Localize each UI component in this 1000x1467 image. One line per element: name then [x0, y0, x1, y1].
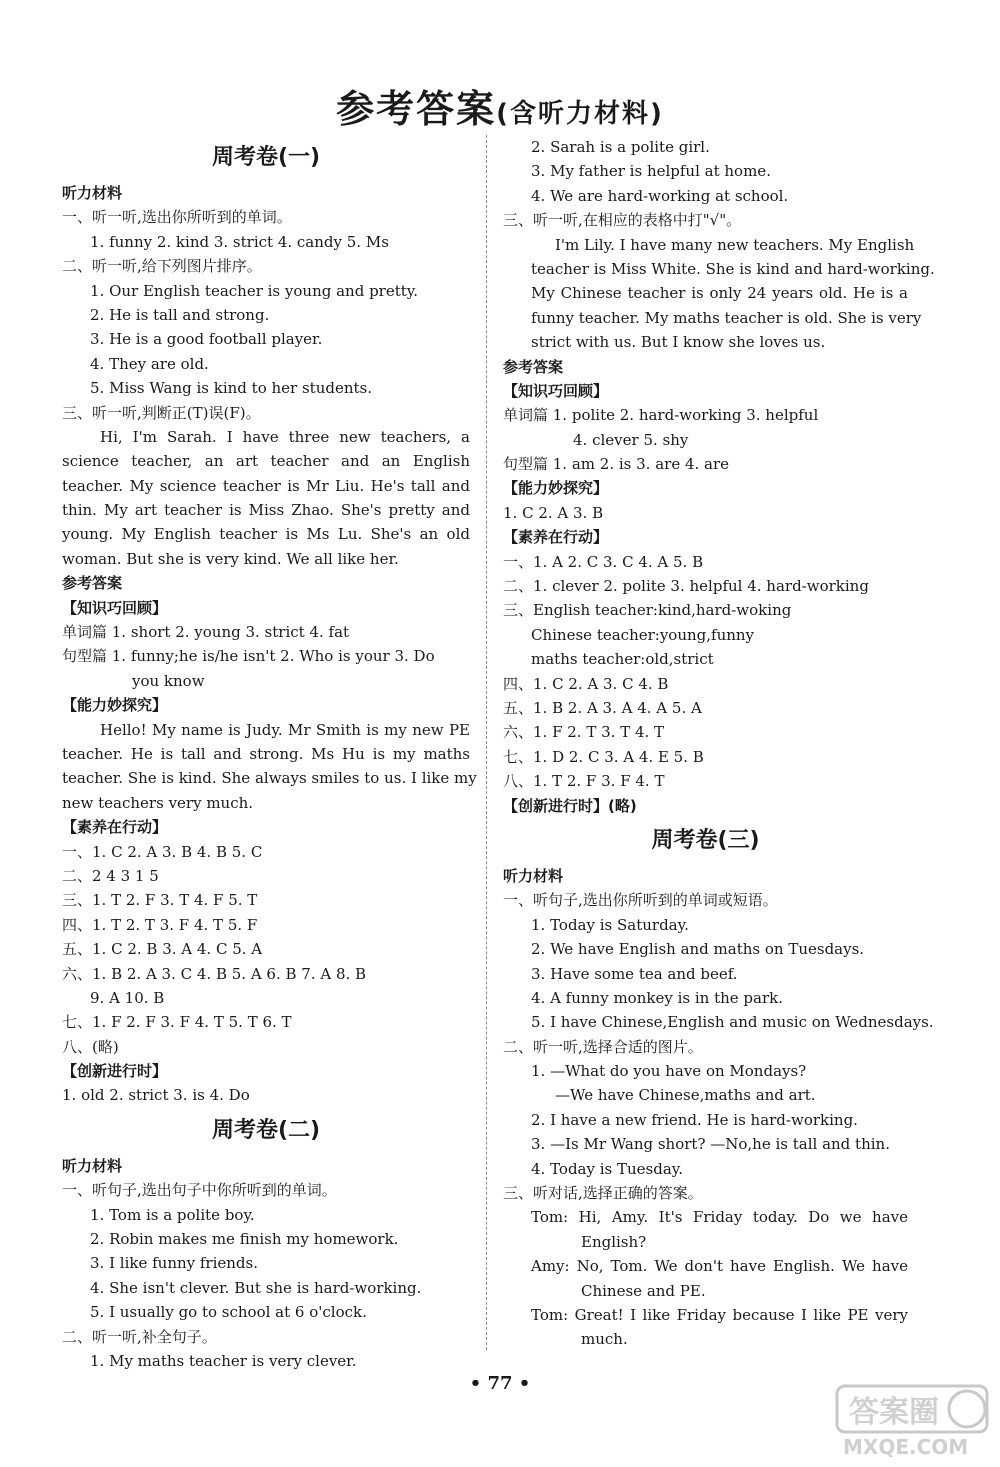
- text-line: Amy: No, Tom. We don't have English. We have: [531, 1257, 908, 1276]
- text-line: 四、1. T 2. T 3. F 4. T 5. F: [62, 915, 258, 934]
- text-line: 5. Miss Wang is kind to her students.: [90, 379, 372, 398]
- text-line: 二、1. clever 2. polite 3. helpful 4. hard-working: [503, 577, 869, 596]
- text-line: 三、听一听,在相应的表格中打"√"。: [503, 211, 742, 230]
- text-line: new teachers very much.: [62, 793, 254, 812]
- text-line: 4. Today is Tuesday.: [531, 1159, 684, 1178]
- text-line: young. My English teacher is Ms Lu. She's an old: [62, 525, 470, 544]
- page-number: • 77 •: [469, 1373, 531, 1394]
- section-heading: 【知识巧回顾】: [62, 598, 168, 617]
- text-line: 八、1. T 2. F 3. F 4. T: [503, 772, 665, 791]
- text-line: 四、1. C 2. A 3. C 4. B: [503, 674, 669, 693]
- text-line: Hello! My name is Judy. Mr Smith is my new PE: [100, 720, 470, 739]
- text-line: 5. I have Chinese,English and music on Wednesdays.: [531, 1013, 934, 1032]
- text-line: 三、听一听,判断正(T)误(F)。: [62, 403, 261, 422]
- text-line: thin. My art teacher is Miss Zhao. She's pretty and: [62, 501, 470, 520]
- text-line: English?: [581, 1232, 647, 1251]
- text-line: 3. I like funny friends.: [90, 1254, 259, 1273]
- text-line: science teacher, an art teacher and an English: [62, 452, 470, 471]
- text-line: 1. Today is Saturday.: [531, 915, 689, 934]
- text-line: 9. A 10. B: [90, 988, 165, 1007]
- text-line: 5. I usually go to school at 6 o'clock.: [90, 1303, 367, 1322]
- text-line: teacher. She is kind. She always smiles to us. I like my: [62, 769, 477, 788]
- text-line: 一、听一听,选出你所听到的单词。: [62, 208, 292, 227]
- text-line: I'm Lily. I have many new teachers. My English: [555, 235, 915, 254]
- text-line: 五、1. C 2. B 3. A 4. C 5. A: [62, 940, 263, 959]
- text-line: 六、1. B 2. A 3. C 4. B 5. A 6. B 7. A 8. B: [62, 964, 367, 983]
- text-line: 2. Robin makes me finish my homework.: [90, 1230, 399, 1249]
- text-line: strict with us. But I know she loves us.: [531, 333, 826, 352]
- left-column: [62, 135, 477, 1373]
- text-line: 一、1. A 2. C 3. C 4. A 5. B: [503, 552, 704, 571]
- section-heading: 【创新进行时】(略): [503, 796, 637, 815]
- text-line: you know: [132, 671, 205, 690]
- text-line: teacher is Miss White. She is kind and hard-working.: [531, 259, 935, 278]
- text-line: 1. C 2. A 3. B: [503, 503, 604, 522]
- section-heading: 听力材料: [62, 1156, 123, 1175]
- section-heading: 听力材料: [62, 184, 123, 202]
- text-line: 二、听一听,给下列图片排序。: [62, 257, 262, 276]
- text-line: 六、1. F 2. T 3. T 4. T: [503, 723, 665, 742]
- text-line: Chinese teacher:young,funny: [531, 625, 755, 644]
- text-line: 2. I have a new friend. He is hard-working.: [531, 1110, 858, 1129]
- page-title: 参考答案(含听力材料): [336, 87, 664, 131]
- section-heading: 【能力妙探究】: [62, 696, 168, 715]
- text-line: Tom: Great! I like Friday because I like PE very: [531, 1305, 908, 1324]
- text-line: 二、2 4 3 1 5: [62, 866, 159, 885]
- text-line: 1. Tom is a polite boy.: [90, 1205, 255, 1224]
- text-line: 二、听一听,补全句子。: [62, 1327, 217, 1346]
- text-line: 2. Sarah is a polite girl.: [531, 138, 710, 156]
- text-line: 句型篇 1. funny;he is/he isn't 2. Who is your 3. Do: [62, 647, 435, 666]
- text-line: 3. My father is helpful at home.: [531, 162, 771, 181]
- text-line: much.: [581, 1330, 628, 1349]
- section-heading: 【素养在行动】: [62, 818, 168, 837]
- text-line: 一、听句子,选出你所听到的单词或短语。: [503, 891, 778, 910]
- section-heading: 参考答案: [62, 574, 123, 593]
- text-line: 4. They are old.: [90, 354, 209, 373]
- svg-text:MXQE.COM: MXQE.COM: [843, 1435, 969, 1459]
- text-line: 1. My maths teacher is very clever.: [90, 1351, 357, 1370]
- text-line: Tom: Hi, Amy. It's Friday today. Do we have: [531, 1208, 908, 1227]
- text-line: 七、1. D 2. C 3. A 4. E 5. B: [503, 747, 704, 766]
- text-line: My Chinese teacher is only 24 years old. He is a: [531, 284, 908, 303]
- text-line: 八、(略): [62, 1037, 119, 1056]
- text-line: 4. She isn't clever. But she is hard-working.: [90, 1278, 422, 1297]
- text-line: woman. But she is very kind. We all like her.: [62, 549, 399, 568]
- text-line: 三、English teacher:kind,hard-woking: [503, 601, 792, 620]
- text-line: teacher. He is tall and strong. Ms Hu is my maths: [62, 744, 470, 763]
- text-line: maths teacher:old,strict: [531, 650, 714, 669]
- watermark-logo: [835, 1380, 995, 1460]
- text-line: 句型篇 1. am 2. is 3. are 4. are: [503, 455, 730, 474]
- text-line: 1. —What do you have on Mondays?: [531, 1062, 807, 1081]
- text-line: 3. Have some tea and beef.: [531, 964, 738, 983]
- text-line: 4. A funny monkey is in the park.: [531, 988, 783, 1007]
- text-line: funny teacher. My maths teacher is old. She is very: [531, 308, 922, 327]
- page-subtitle: (含听力材料): [496, 99, 664, 129]
- column-divider: [486, 135, 487, 1350]
- section-title: 周考卷(三): [651, 827, 760, 853]
- text-line: 七、1. F 2. F 3. F 4. T 5. T 6. T: [62, 1013, 292, 1032]
- text-line: 单词篇 1. polite 2. hard-working 3. helpful: [503, 406, 819, 425]
- section-heading: 参考答案: [503, 357, 564, 376]
- text-line: 1. old 2. strict 3. is 4. Do: [62, 1086, 250, 1105]
- section-title: 周考卷(一): [211, 145, 321, 170]
- text-line: 单词篇 1. short 2. young 3. strict 4. fat: [62, 623, 350, 642]
- text-line: —We have Chinese,maths and art.: [555, 1086, 816, 1105]
- text-line: 3. He is a good football player.: [90, 330, 323, 349]
- text-line: 2. He is tall and strong.: [90, 305, 270, 324]
- svg-text:答案圈: 答案圈: [849, 1395, 939, 1430]
- section-heading: 听力材料: [503, 866, 564, 885]
- text-line: 三、听对话,选择正确的答案。: [503, 1184, 703, 1203]
- section-heading: 【能力妙探究】: [503, 479, 609, 498]
- section-heading: 【创新进行时】: [62, 1062, 168, 1081]
- text-line: 1. funny 2. kind 3. strict 4. candy 5. Ms: [90, 232, 389, 251]
- text-line: 一、1. C 2. A 3. B 4. B 5. C: [62, 842, 263, 861]
- text-line: 4. clever 5. shy: [573, 430, 689, 449]
- section-title: 周考卷(二): [211, 1117, 321, 1143]
- text-line: 五、1. B 2. A 3. A 4. A 5. A: [503, 698, 702, 717]
- text-line: Hi, I'm Sarah. I have three new teachers, a: [100, 427, 470, 446]
- text-line: teacher. My science teacher is Mr Liu. He's tall and: [62, 476, 470, 495]
- right-column: [503, 135, 935, 1352]
- section-heading: 【素养在行动】: [503, 528, 609, 547]
- text-line: 一、听句子,选出句子中你所听到的单词。: [62, 1181, 337, 1200]
- text-line: 三、1. T 2. F 3. T 4. F 5. T: [62, 891, 258, 910]
- section-heading: 【知识巧回顾】: [503, 381, 609, 400]
- text-line: 二、听一听,选择合适的图片。: [503, 1037, 703, 1056]
- text-line: Chinese and PE.: [581, 1281, 706, 1300]
- text-line: 1. Our English teacher is young and pretty.: [90, 281, 419, 300]
- text-line: 2. We have English and maths on Tuesdays.: [531, 940, 865, 959]
- text-line: 4. We are hard-working at school.: [531, 186, 789, 205]
- text-line: 3. —Is Mr Wang short? —No,he is tall and thin.: [531, 1135, 890, 1154]
